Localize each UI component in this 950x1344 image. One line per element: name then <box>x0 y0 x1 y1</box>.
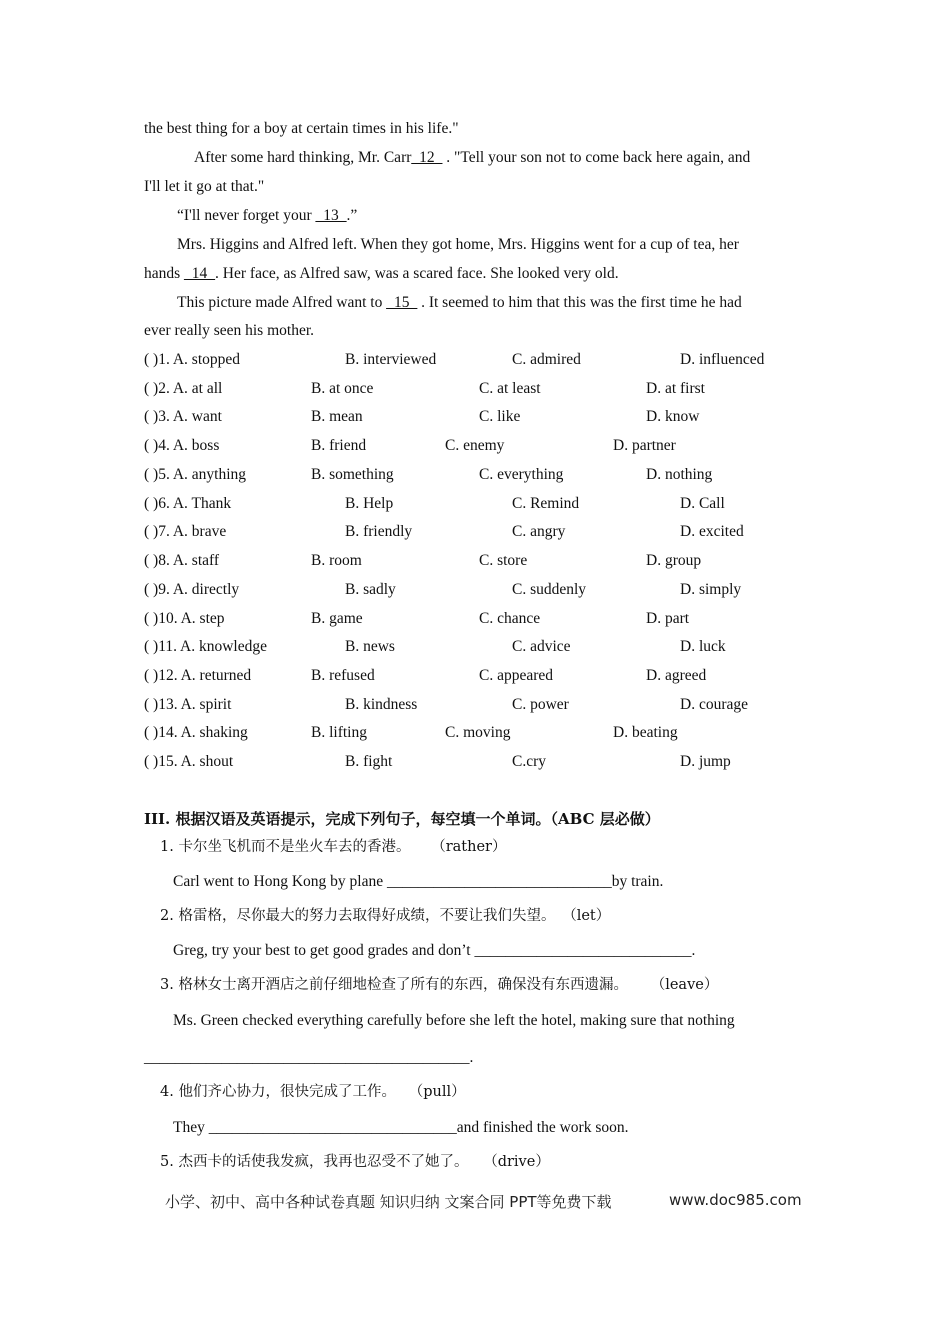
question-15: ( )15. A. shout <box>144 753 234 770</box>
option-c: C. power <box>512 696 569 713</box>
option-b: B. news <box>345 638 395 655</box>
option-d: D. group <box>646 552 702 569</box>
question-4: ( )4. A. boss <box>144 437 220 454</box>
option-c: C. advice <box>512 638 571 655</box>
section-heading: III. 根据汉语及英语提示，完成下列句子，每空填一个单词。（ABC 层必做） <box>144 810 660 828</box>
option-b: B. mean <box>311 408 363 425</box>
option-c: C.cry <box>512 753 547 770</box>
blank-13: _13_ <box>315 207 347 224</box>
option-d: D. courage <box>680 696 748 713</box>
item-1-english: Carl went to Hong Kong by plane _____________________________by train. <box>173 873 664 890</box>
option-d: D. beating <box>613 724 678 741</box>
passage-line: “I'll never forget your _13_.” <box>177 207 358 224</box>
option-d: D. nothing <box>646 466 713 483</box>
footer-url[interactable]: www.doc985.com <box>669 1191 802 1209</box>
item-4-chinese: 4. 他们齐心协力，很快完成了工作。 （pull） <box>160 1084 466 1100</box>
option-c: C. admired <box>512 351 581 368</box>
option-b: B. interviewed <box>345 351 437 368</box>
item-3-english: Ms. Green checked everything carefully before she left the hotel, making sure that nothing <box>173 1012 735 1029</box>
option-c: C. angry <box>512 523 566 540</box>
option-b: B. Help <box>345 495 394 512</box>
question-12: ( )12. A. returned <box>144 667 252 684</box>
question-3: ( )3. A. want <box>144 408 222 425</box>
question-7: ( )7. A. brave <box>144 523 227 540</box>
option-c: C. appeared <box>479 667 554 684</box>
option-c: C. enemy <box>445 437 505 454</box>
hint: （drive） <box>490 1154 550 1170</box>
passage-line: This picture made Alfred want to _15_ . It seemed to him that this was the first time he had <box>177 294 742 311</box>
item-3-chinese: 3. 格林女士离开酒店之前仔细地检查了所有的东西，确保没有东西遗漏。 （leave） <box>160 977 719 993</box>
passage-line: I'll let it go at that." <box>144 178 265 195</box>
hint: （pull） <box>415 1084 466 1100</box>
option-d: D. know <box>646 408 700 425</box>
item-1-chinese: 1. 卡尔坐飞机而不是坐火车去的香港。 （rather） <box>160 839 507 855</box>
option-c: C. moving <box>445 724 511 741</box>
question-8: ( )8. A. staff <box>144 552 220 569</box>
question-13: ( )13. A. spirit <box>144 696 232 713</box>
footer-text: 小学、初中、高中各种试卷真题 知识归纳 文案合同 PPT等免费下载 <box>165 1193 612 1211</box>
option-d: D. simply <box>680 581 742 598</box>
option-b: B. sadly <box>345 581 396 598</box>
option-d: D. at first <box>646 380 705 397</box>
passage-line: ever really seen his mother. <box>144 322 315 339</box>
option-b: B. fight <box>345 753 393 770</box>
option-b: B. something <box>311 466 394 483</box>
blank-14: _14_ <box>184 265 216 282</box>
item-5-chinese: 5. 杰西卡的话使我发疯，我再也忍受不了她了。 （drive） <box>160 1154 550 1170</box>
option-b: B. at once <box>311 380 374 397</box>
question-6: ( )6. A. Thank <box>144 495 232 512</box>
option-c: C. Remind <box>512 495 580 512</box>
item-2-english: Greg, try your best to get good grades and don’t ____________________________. <box>173 942 696 959</box>
question-14: ( )14. A. shaking <box>144 724 248 741</box>
question-5: ( )5. A. anything <box>144 466 247 483</box>
option-c: C. store <box>479 552 528 569</box>
blank-12: _12_ <box>411 149 443 166</box>
question-11: ( )11. A. knowledge <box>144 638 267 655</box>
option-d: D. excited <box>680 523 744 540</box>
option-c: C. like <box>479 408 521 425</box>
option-b: B. refused <box>311 667 375 684</box>
option-c: C. suddenly <box>512 581 587 598</box>
item-3-english-cont: __________________________________________. <box>144 1049 474 1066</box>
option-b: B. friend <box>311 437 367 454</box>
option-d: D. jump <box>680 753 731 770</box>
option-d: D. part <box>646 610 690 627</box>
option-d: D. agreed <box>646 667 707 684</box>
passage-line: the best thing for a boy at certain times in his life." <box>144 120 459 137</box>
option-d: D. Call <box>680 495 725 512</box>
option-c: C. chance <box>479 610 541 627</box>
question-10: ( )10. A. step <box>144 610 225 627</box>
passage-line: Mrs. Higgins and Alfred left. When they got home, Mrs. Higgins went for a cup of tea, her <box>177 236 739 253</box>
item-2-chinese: 2. 格雷格，尽你最大的努力去取得好成绩，不要让我们失望。 （let） <box>160 908 611 924</box>
question-9: ( )9. A. directly <box>144 581 240 598</box>
option-b: B. friendly <box>345 523 413 540</box>
item-4-english: They ________________________________and finished the work soon. <box>173 1119 629 1136</box>
passage-line: hands _14_. Her face, as Alfred saw, was a scared face. She looked very old. <box>144 265 619 282</box>
option-b: B. game <box>311 610 363 627</box>
hint: （leave） <box>657 977 719 993</box>
option-c: C. everything <box>479 466 564 483</box>
option-b: B. kindness <box>345 696 418 713</box>
option-d: D. influenced <box>680 351 765 368</box>
hint: （let） <box>569 908 611 924</box>
question-2: ( )2. A. at all <box>144 380 223 397</box>
option-d: D. luck <box>680 638 726 655</box>
blank-15: _15_ <box>386 294 418 311</box>
hint: （rather） <box>438 839 507 855</box>
question-1: ( )1. A. stopped <box>144 351 241 368</box>
option-d: D. partner <box>613 437 676 454</box>
passage-line: After some hard thinking, Mr. Carr_12_ . "Tell your son not to come back here again, and <box>194 149 751 166</box>
option-b: B. room <box>311 552 362 569</box>
option-b: B. lifting <box>311 724 367 741</box>
option-c: C. at least <box>479 380 541 397</box>
